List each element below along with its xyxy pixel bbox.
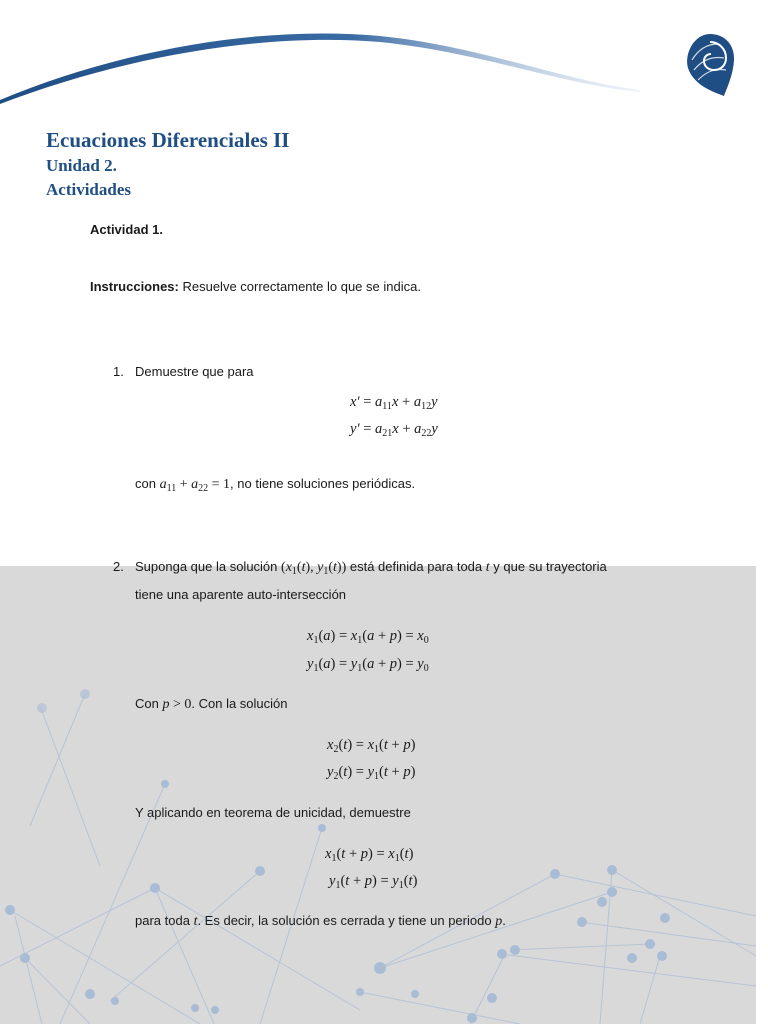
- final-variable-t: t: [193, 914, 198, 929]
- final-variable-p: p: [495, 914, 503, 929]
- instructions-line: [90, 278, 421, 296]
- header-swoosh-decoration: [0, 0, 768, 110]
- course-title: Ecuaciones Diferenciales II: [46, 128, 290, 152]
- problem-1-equation-2: $y' = a_{21}x + a_{22}y$: [350, 421, 438, 439]
- instructions-label: Instrucciones:: [90, 279, 179, 294]
- activity-label: Actividad 1.: [90, 222, 163, 237]
- cond-math: p > 0: [162, 697, 192, 712]
- problem-2-line-1-prefix: Suponga que la solución: [135, 559, 278, 574]
- problem-2-equation-5: $x_1(t + p) = x_1(t)$: [325, 846, 414, 864]
- instructions-text: Resuelve correctamente lo que se indica.: [178, 279, 421, 294]
- final-mid: . Es decir, la solución es cerrada y tiene un periodo: [197, 913, 492, 928]
- problem-2-line-1-suffix: y que su trayectoria: [493, 559, 607, 574]
- problem-1-intro: Demuestre que para: [135, 364, 254, 379]
- problem-2-number: 2.: [113, 559, 124, 574]
- unit-title: Unidad 2.: [46, 156, 117, 175]
- final-end: .: [502, 913, 506, 928]
- problem-2-line-1-mid: está definida para toda: [349, 559, 483, 574]
- problem-2-line-2: tiene una aparente auto-intersección: [135, 587, 347, 602]
- problem-1-condition: [135, 475, 415, 494]
- cond-prefix: Con: [135, 696, 159, 711]
- problem-2-condition: [135, 695, 288, 714]
- problem-2-equation-4: $y_2(t) = y_1(t + p)$: [327, 764, 416, 782]
- uniqueness-statement: Y aplicando en teorema de unicidad, demuestre: [135, 805, 411, 820]
- solution-pair-math: ($x_1(t)$, $y_1(t)$): [281, 560, 347, 577]
- problem-2-equation-6: $y_1(t + p) = y_1(t)$: [329, 873, 418, 891]
- condition-prefix: con: [135, 476, 156, 491]
- cond-suffix: . Con la solución: [191, 696, 288, 711]
- problem-2-equation-2: $y_1(a) = y_1(a + p) = y_0$: [307, 656, 429, 674]
- condition-suffix: , no tiene soluciones periódicas.: [230, 476, 416, 491]
- section-title: Actividades: [46, 180, 131, 199]
- problem-2-equation-3: $x_2(t) = x_1(t + p)$: [327, 737, 416, 755]
- problem-1-number: 1.: [113, 364, 124, 379]
- variable-t: t: [485, 560, 490, 575]
- condition-math: $a_{11} + a_{22} = 1$: [159, 477, 231, 494]
- problem-2-equation-1: $x_1(a) = x_1(a + p) = x_0$: [307, 628, 429, 646]
- nautilus-shell-icon: [684, 30, 736, 98]
- problem-2-line-1: [135, 558, 607, 577]
- problem-2-conclusion: [135, 912, 506, 931]
- final-prefix: para toda: [135, 913, 190, 928]
- document-header: [46, 127, 289, 202]
- problem-1-equation-1: $x' = a_{11}x + a_{12}y$: [350, 394, 438, 412]
